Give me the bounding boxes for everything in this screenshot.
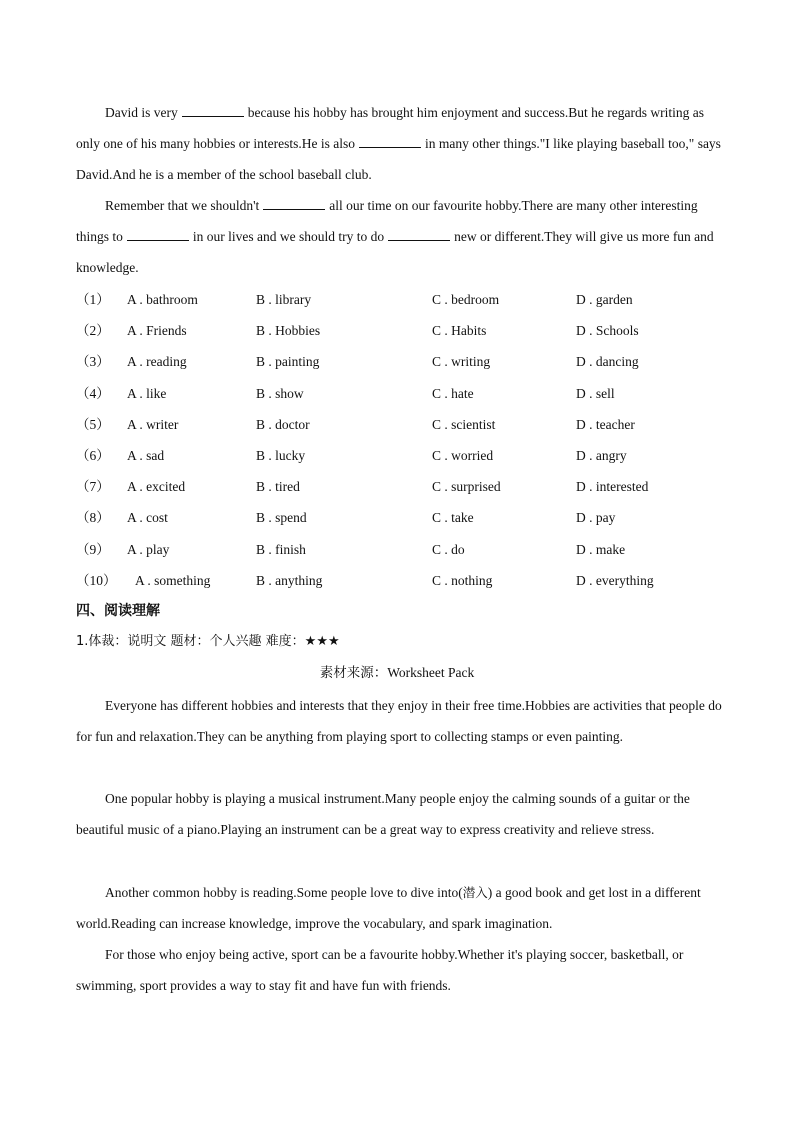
option-c: C . Habits xyxy=(432,323,487,339)
option-b: B . tired xyxy=(256,479,300,495)
chinese-gloss: 潜入 xyxy=(462,885,488,900)
option-c: C . writing xyxy=(432,354,491,370)
option-d: D . interested xyxy=(576,479,649,495)
option-b: B . Hobbies xyxy=(256,323,321,339)
text-run: David is very xyxy=(105,105,178,120)
option-b: B . lucky xyxy=(256,447,306,463)
answer-blank xyxy=(127,228,189,241)
option-row xyxy=(76,315,736,346)
option-c: C . bedroom xyxy=(432,292,500,307)
option-c: C . take xyxy=(432,510,474,526)
option-row xyxy=(76,378,736,409)
passage-paragraph-2 xyxy=(76,190,726,283)
answer-blank xyxy=(388,228,450,241)
option-a: A . excited xyxy=(127,479,186,495)
option-d: D . angry xyxy=(576,447,627,463)
option-c: C . hate xyxy=(432,385,474,401)
option-c: C . nothing xyxy=(432,572,493,588)
option-a: A . something xyxy=(135,572,211,588)
option-row xyxy=(76,409,736,440)
text-run: all our time on our favourite hobby.There are many other interesting things to xyxy=(76,198,698,244)
answer-blank xyxy=(359,135,421,148)
question-meta: 1.体裁：说明文 题材：个人兴趣 难度：★★★ xyxy=(76,634,340,649)
option-d: D . make xyxy=(576,541,626,557)
option-a: A . like xyxy=(127,385,167,401)
option-c: C . worried xyxy=(432,447,494,463)
option-b: B . painting xyxy=(256,354,320,370)
option-b: B . anything xyxy=(256,572,323,588)
passage2-paragraph-1: Everyone has different hobbies and interests that they enjoy in their free time.Hobbies are activities that people do for fun and relaxation.They can be anything from playing sport to collecting stamps or even painting. xyxy=(76,698,722,744)
option-row xyxy=(76,534,736,565)
option-a: A . writer xyxy=(127,416,179,432)
option-d: D . garden xyxy=(576,292,633,307)
option-c: C . scientist xyxy=(432,416,496,432)
option-a: A . bathroom xyxy=(127,292,198,307)
option-a: A . cost xyxy=(127,510,168,526)
question-number: （1） xyxy=(76,292,110,307)
option-a: A . Friends xyxy=(127,323,187,339)
question-number: （7） xyxy=(76,479,110,495)
option-row xyxy=(76,346,736,377)
question-number: （10） xyxy=(76,572,117,588)
option-d: D . everything xyxy=(576,572,654,588)
source-line: 素材来源：Worksheet Pack xyxy=(319,665,475,680)
text-run: in our lives and we should try to do xyxy=(192,229,385,244)
option-a: A . reading xyxy=(127,354,187,370)
option-d: D . pay xyxy=(576,510,616,526)
option-c: C . surprised xyxy=(432,479,501,495)
option-b: B . library xyxy=(256,292,312,307)
passage2-paragraph-3 xyxy=(76,877,726,939)
passage2-paragraph-2: One popular hobby is playing a musical instrument.Many people enjoy the calming sounds of a guitar or the beautiful music of a piano.Playing an instrument can be a great way to express creativity and relieve stress. xyxy=(76,791,690,837)
option-row xyxy=(76,284,736,315)
question-number: （5） xyxy=(76,416,110,432)
text-run: new or different.They will give us more fun and knowledge. xyxy=(76,229,714,275)
options-list xyxy=(76,284,736,596)
text-run: Remember that we shouldn't xyxy=(105,198,260,213)
question-number: （4） xyxy=(76,385,110,401)
option-b: B . doctor xyxy=(256,416,310,432)
option-row xyxy=(76,440,736,471)
question-number: （8） xyxy=(76,510,110,526)
option-row xyxy=(76,565,736,596)
answer-blank xyxy=(182,104,244,117)
question-number: （2） xyxy=(76,323,110,339)
option-b: B . finish xyxy=(256,541,306,557)
option-row xyxy=(76,502,736,533)
passage-paragraph-1 xyxy=(76,97,726,190)
text-run: because his hobby has brought him enjoyment and success.But he regards writing as only one of his many hobbies or interests.He is also xyxy=(76,105,705,151)
section-title: 四、阅读理解 xyxy=(76,603,160,619)
option-c: C . do xyxy=(432,541,465,557)
answer-blank xyxy=(263,197,325,210)
option-a: A . sad xyxy=(127,447,165,463)
option-row xyxy=(76,471,736,502)
question-number: （9） xyxy=(76,541,110,557)
option-b: B . spend xyxy=(256,510,307,526)
option-d: D . dancing xyxy=(576,354,639,370)
text-run: Another common hobby is reading.Some people love to dive into( xyxy=(105,885,463,900)
option-b: B . show xyxy=(256,385,304,401)
question-number: （3） xyxy=(76,354,110,370)
option-a: A . play xyxy=(127,541,170,557)
question-number: （6） xyxy=(76,447,110,463)
passage2-paragraph-4: For those who enjoy being active, sport can be a favourite hobby.Whether it's playing soccer, basketball, or swimming, sport provides a way to stay fit and have fun with friends. xyxy=(76,947,684,993)
option-d: D . teacher xyxy=(576,416,635,432)
text-run: in many other things."I like playing baseball too," says David.And he is a member of the school baseball club. xyxy=(76,136,721,182)
option-d: D . Schools xyxy=(576,323,639,339)
text-run: ) a good book and get lost in a different world.Reading can increase knowledge, improve the vocabulary, and spark imagination. xyxy=(76,885,701,931)
option-d: D . sell xyxy=(576,385,615,401)
